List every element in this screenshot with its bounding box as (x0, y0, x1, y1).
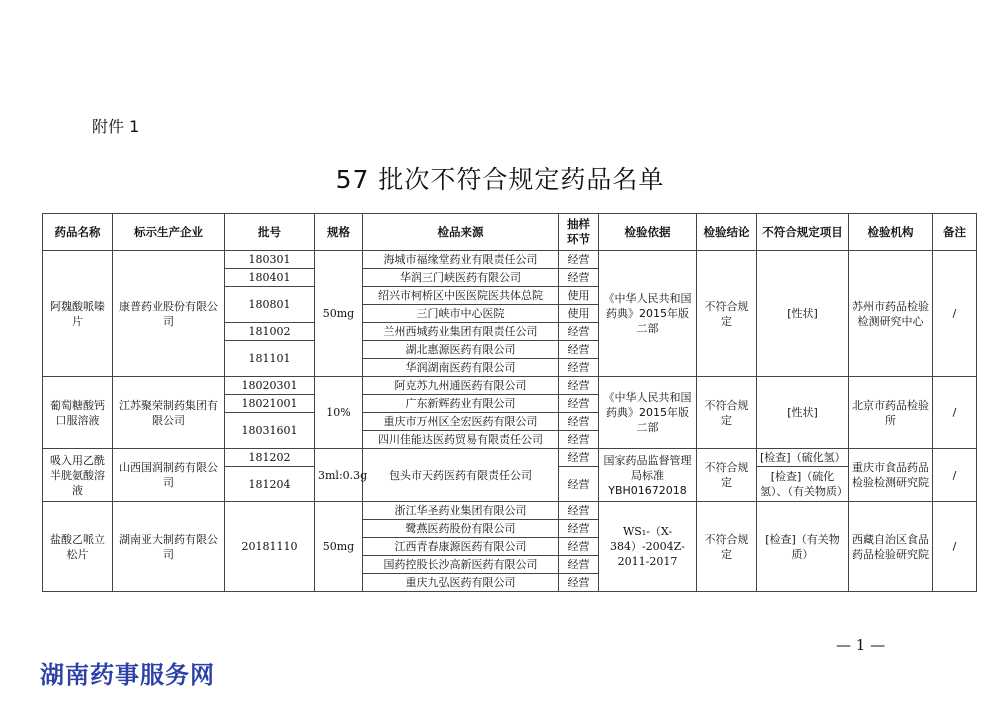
sample-source: 广东新辉药业有限公司 (363, 395, 559, 413)
table-header-row (43, 214, 977, 251)
test-conclusion: 不符合规定 (697, 449, 757, 502)
batch-number: 181101 (225, 341, 315, 377)
sampling-link: 使用 (559, 305, 599, 323)
table-row (43, 377, 977, 395)
header-conclusion: 检验结论 (697, 214, 757, 251)
test-institution: 西藏自治区食品药品检验研究院 (849, 502, 933, 592)
note: / (933, 502, 977, 592)
site-watermark: 湖南药事服务网 (40, 661, 215, 689)
sampling-link: 经营 (559, 538, 599, 556)
batch-number: 181202 (225, 449, 315, 467)
sample-source: 鹭燕医药股份有限公司 (363, 520, 559, 538)
failed-items: [检查]（有关物质） (757, 502, 849, 592)
header-note: 备注 (933, 214, 977, 251)
table-row (43, 449, 977, 467)
sample-source: 湖北惠源医药有限公司 (363, 341, 559, 359)
sample-source: 海城市福缘堂药业有限责任公司 (363, 251, 559, 269)
batch-number: 180801 (225, 287, 315, 323)
failed-items: [检查]（硫化氢）、（有关物质） (757, 467, 849, 502)
sample-source: 国药控股长沙高新医药有限公司 (363, 556, 559, 574)
batch-number: 181002 (225, 323, 315, 341)
note: / (933, 251, 977, 377)
header-link: 抽样环节 (559, 214, 599, 251)
manufacturer: 康普药业股份有限公司 (113, 251, 225, 377)
sampling-link: 经营 (559, 323, 599, 341)
header-items: 不符合规定项目 (757, 214, 849, 251)
manufacturer: 山西国润制药有限公司 (113, 449, 225, 502)
sample-source: 四川佳能达医药贸易有限责任公司 (363, 431, 559, 449)
drug-name: 葡萄糖酸钙口服溶液 (43, 377, 113, 449)
batch-number: 18021001 (225, 395, 315, 413)
failed-items: [检查]（硫化氢） (757, 449, 849, 467)
test-basis: 《中华人民共和国药典》2015年版二部 (599, 377, 697, 449)
header-maker: 标示生产企业 (113, 214, 225, 251)
sampling-link: 经营 (559, 574, 599, 592)
spec: 3ml:0.3g (315, 449, 363, 502)
test-conclusion: 不符合规定 (697, 251, 757, 377)
header-drug: 药品名称 (43, 214, 113, 251)
sample-source: 重庆九弘医药有限公司 (363, 574, 559, 592)
batch-number: 20181110 (225, 502, 315, 592)
header-spec: 规格 (315, 214, 363, 251)
sampling-link: 经营 (559, 556, 599, 574)
sample-source: 华润湖南医药有限公司 (363, 359, 559, 377)
sampling-link: 经营 (559, 341, 599, 359)
sampling-link: 使用 (559, 287, 599, 305)
test-conclusion: 不符合规定 (697, 377, 757, 449)
spec: 10% (315, 377, 363, 449)
drug-name: 阿魏酸哌嗪片 (43, 251, 113, 377)
manufacturer: 江苏聚荣制药集团有限公司 (113, 377, 225, 449)
test-institution: 苏州市药品检验检测研究中心 (849, 251, 933, 377)
sample-source: 浙江华圣药业集团有限公司 (363, 502, 559, 520)
header-source: 检品来源 (363, 214, 559, 251)
test-institution: 重庆市食品药品检验检测研究院 (849, 449, 933, 502)
sampling-link: 经营 (559, 449, 599, 467)
batch-number: 180401 (225, 269, 315, 287)
manufacturer: 湖南亚大制药有限公司 (113, 502, 225, 592)
sample-source: 华润三门峡医药有限公司 (363, 269, 559, 287)
sampling-link: 经营 (559, 377, 599, 395)
header-basis: 检验依据 (599, 214, 697, 251)
failed-items: [性状] (757, 377, 849, 449)
test-institution: 北京市药品检验所 (849, 377, 933, 449)
sample-source: 重庆市万州区全宏医药有限公司 (363, 413, 559, 431)
sampling-link: 经营 (559, 395, 599, 413)
sample-source: 包头市天药医药有限责任公司 (363, 449, 559, 502)
sampling-link: 经营 (559, 431, 599, 449)
attachment-label: 附件 1 (92, 117, 140, 136)
header-batch: 批号 (225, 214, 315, 251)
page-number: — 1 — (836, 636, 886, 654)
sampling-link: 经营 (559, 269, 599, 287)
sampling-link: 经营 (559, 359, 599, 377)
sample-source: 兰州西城药业集团有限责任公司 (363, 323, 559, 341)
sampling-link: 经营 (559, 413, 599, 431)
sample-source: 江西青春康源医药有限公司 (363, 538, 559, 556)
header-inst: 检验机构 (849, 214, 933, 251)
batch-number: 18020301 (225, 377, 315, 395)
batch-number: 181204 (225, 467, 315, 502)
test-basis: WS₁-（X-384）-2004Z-2011-2017 (599, 502, 697, 592)
spec: 50mg (315, 502, 363, 592)
test-conclusion: 不符合规定 (697, 502, 757, 592)
test-basis: 国家药品监督管理局标准YBH01672018 (599, 449, 697, 502)
batch-number: 180301 (225, 251, 315, 269)
batch-number: 18031601 (225, 413, 315, 449)
table-row (43, 502, 977, 520)
page-title: 57 批次不符合规定药品名单 (335, 165, 665, 194)
spec: 50mg (315, 251, 363, 377)
test-basis: 《中华人民共和国药典》2015年版二部 (599, 251, 697, 377)
drug-name: 盐酸乙哌立松片 (43, 502, 113, 592)
table-row (43, 251, 977, 269)
sampling-link: 经营 (559, 467, 599, 502)
sample-source: 三门峡市中心医院 (363, 305, 559, 323)
drug-name: 吸入用乙酰半胱氨酸溶液 (43, 449, 113, 502)
note: / (933, 377, 977, 449)
sample-source: 绍兴市柯桥区中医医院医共体总院 (363, 287, 559, 305)
failed-items: [性状] (757, 251, 849, 377)
sampling-link: 经营 (559, 502, 599, 520)
sampling-link: 经营 (559, 251, 599, 269)
drug-table (42, 213, 977, 592)
sample-source: 阿克苏九州通医药有限公司 (363, 377, 559, 395)
note: / (933, 449, 977, 502)
sampling-link: 经营 (559, 520, 599, 538)
